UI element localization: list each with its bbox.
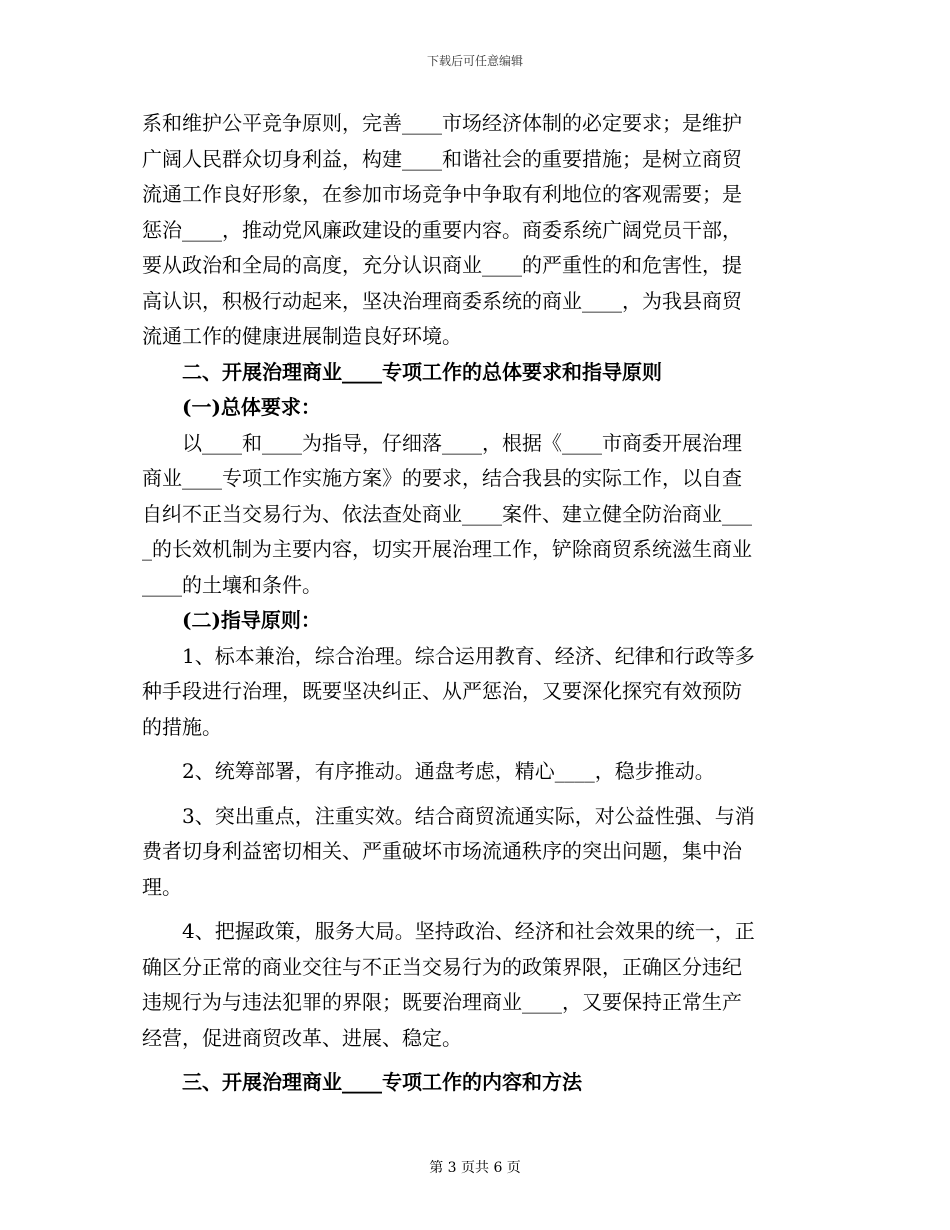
section-heading-3: 三、开展治理商业____专项工作的内容和方法 <box>182 1070 582 1094</box>
principle-2-line: 2、统筹部署，有序推动。通盘考虑，精心____，稳步推动。 <box>182 759 715 783</box>
section-heading-2: 二、开展治理商业____专项工作的总体要求和指导原则 <box>182 359 662 384</box>
principle-4-line: 4、把握政策，服务大局。坚持政治、经济和社会效果的统一，正 <box>182 919 755 943</box>
paragraph-line: 广阔人民群众切身利益，构建____和谐社会的重要措施；是树立商贸 <box>142 146 742 171</box>
principle-3-line: 3、突出重点，注重实效。结合商贸流通实际，对公益性强、与消 <box>182 803 755 828</box>
paragraph-line: 惩治____，推动党风廉政建设的重要内容。商委系统广阔党员干部， <box>142 217 742 242</box>
paragraph-line: 要从政治和全局的高度，充分认识商业____的严重性的和危害性，提 <box>142 253 742 277</box>
paragraph-line: 商业____专项工作实施方案》的要求，结合我县的实际工作，以自查 <box>142 466 742 490</box>
principle-1-line: 1、标本兼治，综合治理。综合运用教育、经济、纪律和行政等多 <box>182 643 755 668</box>
page-number-footer: 第 3 页共 6 页 <box>429 1160 521 1176</box>
paragraph-line: 高认识，积极行动起来，坚决治理商委系统的商业____，为我县商贸 <box>142 288 742 313</box>
paragraph-line: 系和维护公平竞争原则，完善____市场经济体制的必定要求；是维护 <box>142 111 742 135</box>
paragraph-line: _的长效机制为主要内容，切实开展治理工作，铲除商贸系统滋生商业 <box>142 537 752 561</box>
document-body <box>142 106 810 1101</box>
paragraph-line: 自纠不正当交易行为、依法查处商业____案件、建立健全防治商业___ <box>142 501 752 526</box>
principle-4-line: 经营，促进商贸改革、进展、稳定。 <box>142 1025 462 1050</box>
principle-4-line: 确区分正常的商业交往与不正当交易行为的政策界限，正确区分违纪 <box>142 954 742 979</box>
principle-4-line: 违规行为与违法犯罪的界限；既要治理商业____，又要保持正常生产 <box>142 990 742 1014</box>
paragraph-line: ____的土壤和条件。 <box>142 572 322 597</box>
subsection-heading-guiding-principles: (二)指导原则： <box>182 608 321 632</box>
paragraph-line: 以____和____为指导，仔细落____，根据《____市商委开展治理 <box>182 430 742 455</box>
principle-1-line: 种手段进行治理，既要坚决纠正、从严惩治，又要深化探究有效预防 <box>142 679 742 703</box>
principle-1-line: 的措施。 <box>142 714 222 739</box>
paragraph-line: 流通工作良好形象，在参加市场竞争中争取有利地位的客观需要；是 <box>142 182 742 206</box>
subsection-heading-general-requirements: (一)总体要求： <box>182 395 321 419</box>
principle-3-line: 费者切身利益密切相关、严重破坏市场流通秩序的突出问题，集中治 <box>142 839 742 863</box>
page-header: 下载后可任意编辑 <box>426 54 523 68</box>
principle-3-line: 理。 <box>142 874 182 899</box>
paragraph-line: 流通工作的健康进展制造良好环境。 <box>142 324 462 348</box>
